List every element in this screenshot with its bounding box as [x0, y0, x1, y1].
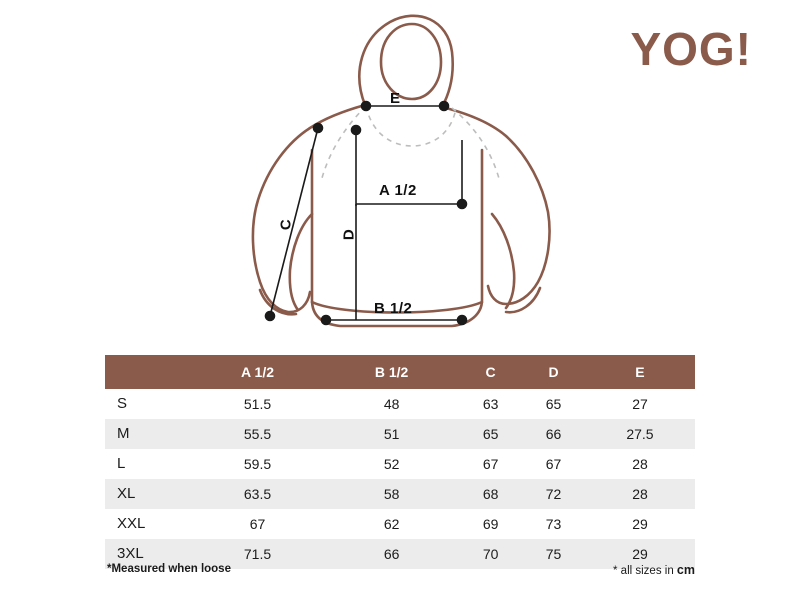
row-size-label: XXL	[117, 515, 146, 532]
note-units	[613, 563, 695, 577]
row-cell-c: 69	[482, 515, 499, 532]
size-table-header-d: D	[522, 355, 585, 389]
note-measured-when-loose: *Measured when loose	[107, 563, 231, 575]
row-cell-c: 67	[482, 455, 499, 472]
measure-label-e: E	[390, 90, 401, 107]
measure-dot-c-top	[314, 124, 323, 133]
measure-dot-b-left	[322, 316, 331, 325]
table-row	[105, 509, 695, 539]
row-cell-b: 58	[324, 479, 459, 509]
row-cell-a: 67	[249, 515, 266, 532]
row-size-label: 3XL	[105, 539, 191, 569]
note-units-value: cm	[676, 563, 695, 577]
row-cell-e: 29	[632, 515, 648, 532]
measure-label-d: D	[340, 228, 358, 241]
row-size-label: S	[117, 395, 128, 412]
note-units-prefix: * all sizes in	[613, 565, 677, 577]
row-cell-b: 52	[383, 455, 400, 472]
size-table-header-row	[105, 355, 695, 389]
measure-dot-a-left	[352, 126, 361, 135]
row-cell-d: 73	[545, 515, 562, 532]
row-cell-e: 29	[585, 539, 695, 569]
row-cell-b: 62	[383, 515, 400, 532]
measure-label-b: B 1/2	[374, 300, 413, 317]
table-row	[105, 449, 695, 479]
right-sleeve-inner	[492, 214, 514, 308]
table-row	[105, 479, 695, 509]
hood-hidden-line	[366, 106, 456, 146]
size-table-header-e: E	[585, 355, 695, 389]
row-size-label: XL	[105, 479, 191, 509]
size-table-header-c: C	[459, 355, 522, 389]
hood-inner-opening	[381, 24, 441, 99]
size-table	[105, 355, 695, 569]
table-row	[105, 419, 695, 449]
row-cell-c: 65	[459, 419, 522, 449]
measure-label-a: A 1/2	[379, 182, 417, 199]
row-size-label: M	[105, 419, 191, 449]
measure-label-c: C	[277, 218, 295, 231]
row-size-label: L	[117, 455, 126, 472]
row-cell-d: 72	[522, 479, 585, 509]
row-cell-e: 28	[632, 455, 648, 472]
row-cell-b: 66	[324, 539, 459, 569]
table-row	[105, 389, 695, 419]
row-cell-b: 48	[383, 395, 400, 412]
row-cell-a: 63.5	[191, 479, 324, 509]
size-table-body	[105, 389, 695, 569]
row-cell-a: 71.5	[191, 539, 324, 569]
row-cell-b: 51	[324, 419, 459, 449]
brand-wordmark: YOG!	[630, 23, 752, 75]
measure-dot-a-right	[458, 200, 467, 209]
row-cell-e: 27.5	[585, 419, 695, 449]
measure-dot-c-bottom	[266, 312, 275, 321]
row-cell-c: 68	[459, 479, 522, 509]
size-table-corner-header	[105, 355, 191, 389]
row-cell-e: 27	[632, 395, 648, 412]
size-table-header-a: A 1/2	[191, 355, 324, 389]
row-cell-c: 63	[482, 395, 499, 412]
measure-dot-e-right	[440, 102, 449, 111]
row-cell-d: 75	[522, 539, 585, 569]
row-cell-d: 67	[545, 455, 562, 472]
row-cell-a: 59.5	[243, 455, 272, 472]
size-table-header-b: B 1/2	[324, 355, 459, 389]
hood-outline	[359, 16, 452, 107]
row-cell-e: 28	[585, 479, 695, 509]
size-table-head	[105, 355, 695, 389]
measure-dot-e-left	[362, 102, 371, 111]
row-cell-a: 51.5	[243, 395, 272, 412]
row-cell-c: 70	[459, 539, 522, 569]
row-cell-a: 55.5	[191, 419, 324, 449]
measure-dot-b-right	[458, 316, 467, 325]
row-cell-d: 65	[545, 395, 562, 412]
row-cell-d: 66	[522, 419, 585, 449]
